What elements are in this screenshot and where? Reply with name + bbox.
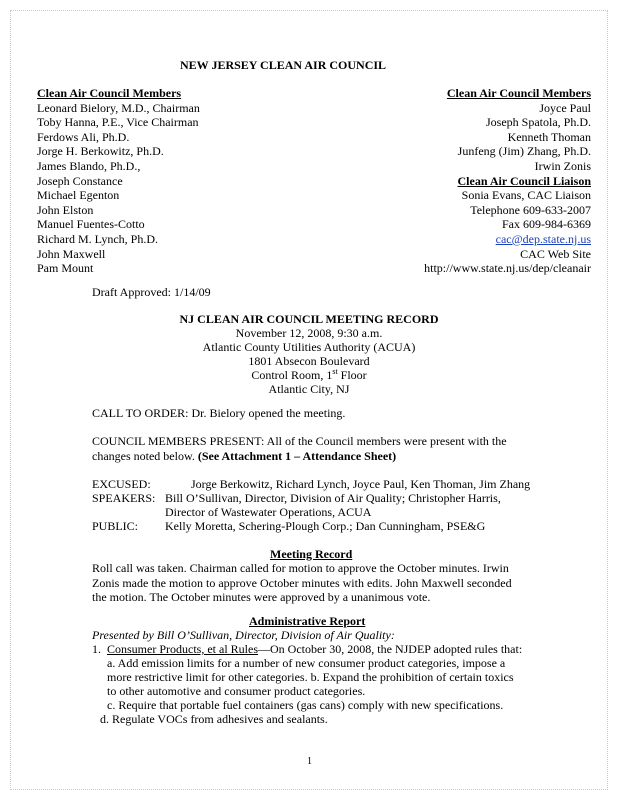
member-name: Manuel Fuentes-Cotto	[37, 217, 145, 232]
page-number: 1	[307, 756, 312, 767]
member-name: Jorge H. Berkowitz, Ph.D.	[37, 144, 164, 159]
speakers-text: Bill O’Sullivan, Director, Division of Air Quality; Christopher Harris,	[165, 491, 501, 505]
member-name: Toby Hanna, P.E., Vice Chairman	[37, 115, 199, 130]
item-title: Consumer Products, et al Rules	[107, 642, 258, 656]
council-title: NEW JERSEY CLEAN AIR COUNCIL	[180, 58, 387, 72]
members-heading-right: Clean Air Council Members	[446, 86, 591, 100]
member-name: Leonard Bielory, M.D., Chairman	[37, 100, 200, 115]
member-name: Joseph Spatola, Ph.D.	[486, 115, 591, 130]
sub-item-b: more restrictive limit for other categories. b. Expand the prohibition of certain toxics	[107, 670, 514, 684]
member-name: Kenneth Thoman	[507, 129, 591, 144]
meeting-title: NJ CLEAN AIR COUNCIL MEETING RECORD	[179, 312, 439, 326]
website-url: http://www.state.nj.us/dep/cleanair	[424, 261, 591, 276]
public-text: Kelly Moretta, Schering-Plough Corp.; Dan Cunningham, PSE&G	[165, 519, 486, 533]
sub-item-a: a. Add emission limits for a number of new consumer product categories, impose a	[107, 656, 506, 670]
member-name: Ferdows Ali, Ph.D.	[37, 129, 130, 144]
excused-text: Jorge Berkowitz, Richard Lynch, Joyce Paul, Ken Thoman, Jim Zhang	[191, 477, 531, 491]
excused-label: EXCUSED:	[92, 477, 151, 491]
member-name: John Elston	[37, 202, 94, 217]
meeting-room: Control Room, 1st Floor	[251, 367, 367, 382]
liaison-fax: Fax 609-984-6369	[502, 217, 591, 232]
member-name: Michael Egenton	[37, 188, 120, 203]
meeting-city: Atlantic City, NJ	[268, 382, 350, 396]
website-label: CAC Web Site	[520, 246, 591, 261]
meeting-record-heading: Meeting Record	[270, 547, 353, 561]
liaison-name: Sonia Evans, CAC Liaison	[461, 188, 591, 203]
call-to-order: CALL TO ORDER: Dr. Bielory opened the meeting.	[92, 406, 346, 420]
member-name: Joyce Paul	[539, 100, 591, 115]
speakers-label: SPEAKERS:	[92, 491, 156, 505]
meeting-address: 1801 Absecon Boulevard	[248, 354, 370, 368]
admin-report-heading: Administrative Report	[249, 614, 366, 628]
attachment-reference: (See Attachment 1 – Attendance Sheet)	[197, 448, 397, 463]
meeting-org: Atlantic County Utilities Authority (ACUA)	[202, 340, 416, 354]
admin-item-1: 1. Consumer Products, et al Rules—On October 30, 2008, the NJDEP adopted rules that:	[92, 642, 523, 656]
members-heading-left: Clean Air Council Members	[37, 86, 182, 100]
sub-item-c: c. Require that portable fuel containers (gas cans) comply with new specifications.	[107, 698, 504, 712]
sub-item-d: d. Regulate VOCs from adhesives and sealants.	[100, 712, 328, 726]
sub-item-b-cont: to other automotive and consumer product categories.	[107, 684, 366, 698]
liaison-heading: Clean Air Council Liaison	[457, 173, 591, 188]
member-name: Joseph Constance	[37, 173, 123, 188]
liaison-telephone: Telephone 609-633-2007	[470, 202, 591, 217]
meeting-date: November 12, 2008, 9:30 a.m.	[235, 326, 383, 340]
admin-presenter: Presented by Bill O’Sullivan, Director, Division of Air Quality:	[92, 628, 395, 642]
draft-approved: Draft Approved: 1/14/09	[92, 285, 211, 299]
member-name: James Blando, Ph.D.,	[37, 158, 141, 173]
member-name: Pam Mount	[37, 261, 94, 276]
public-label: PUBLIC:	[92, 519, 139, 533]
member-name: John Maxwell	[37, 246, 106, 261]
speakers-text-cont: Director of Wastewater Operations, ACUA	[165, 505, 372, 519]
member-name: Junfeng (Jim) Zhang, Ph.D.	[457, 144, 591, 159]
member-name: Richard M. Lynch, Ph.D.	[37, 231, 158, 246]
member-name: Irwin Zonis	[534, 158, 591, 173]
meeting-record-body: Roll call was taken. Chairman called for motion to approve the October minutes. Irwin Zonis made the motion to approve October minutes with edits. John Maxwell seconded the motion. The October minutes were approved by a unanimous vote.	[92, 561, 512, 604]
meeting-header	[0, 312, 618, 396]
members-present: COUNCIL MEMBERS PRESENT: All of the Council members were present with the changes noted below. (See Attachment 1 – Attendance Sheet)	[92, 434, 507, 463]
liaison-email-link[interactable]: cac@dep.state.nj.us	[495, 231, 591, 246]
members-right-column	[331, 86, 591, 276]
members-left-column	[37, 86, 287, 276]
